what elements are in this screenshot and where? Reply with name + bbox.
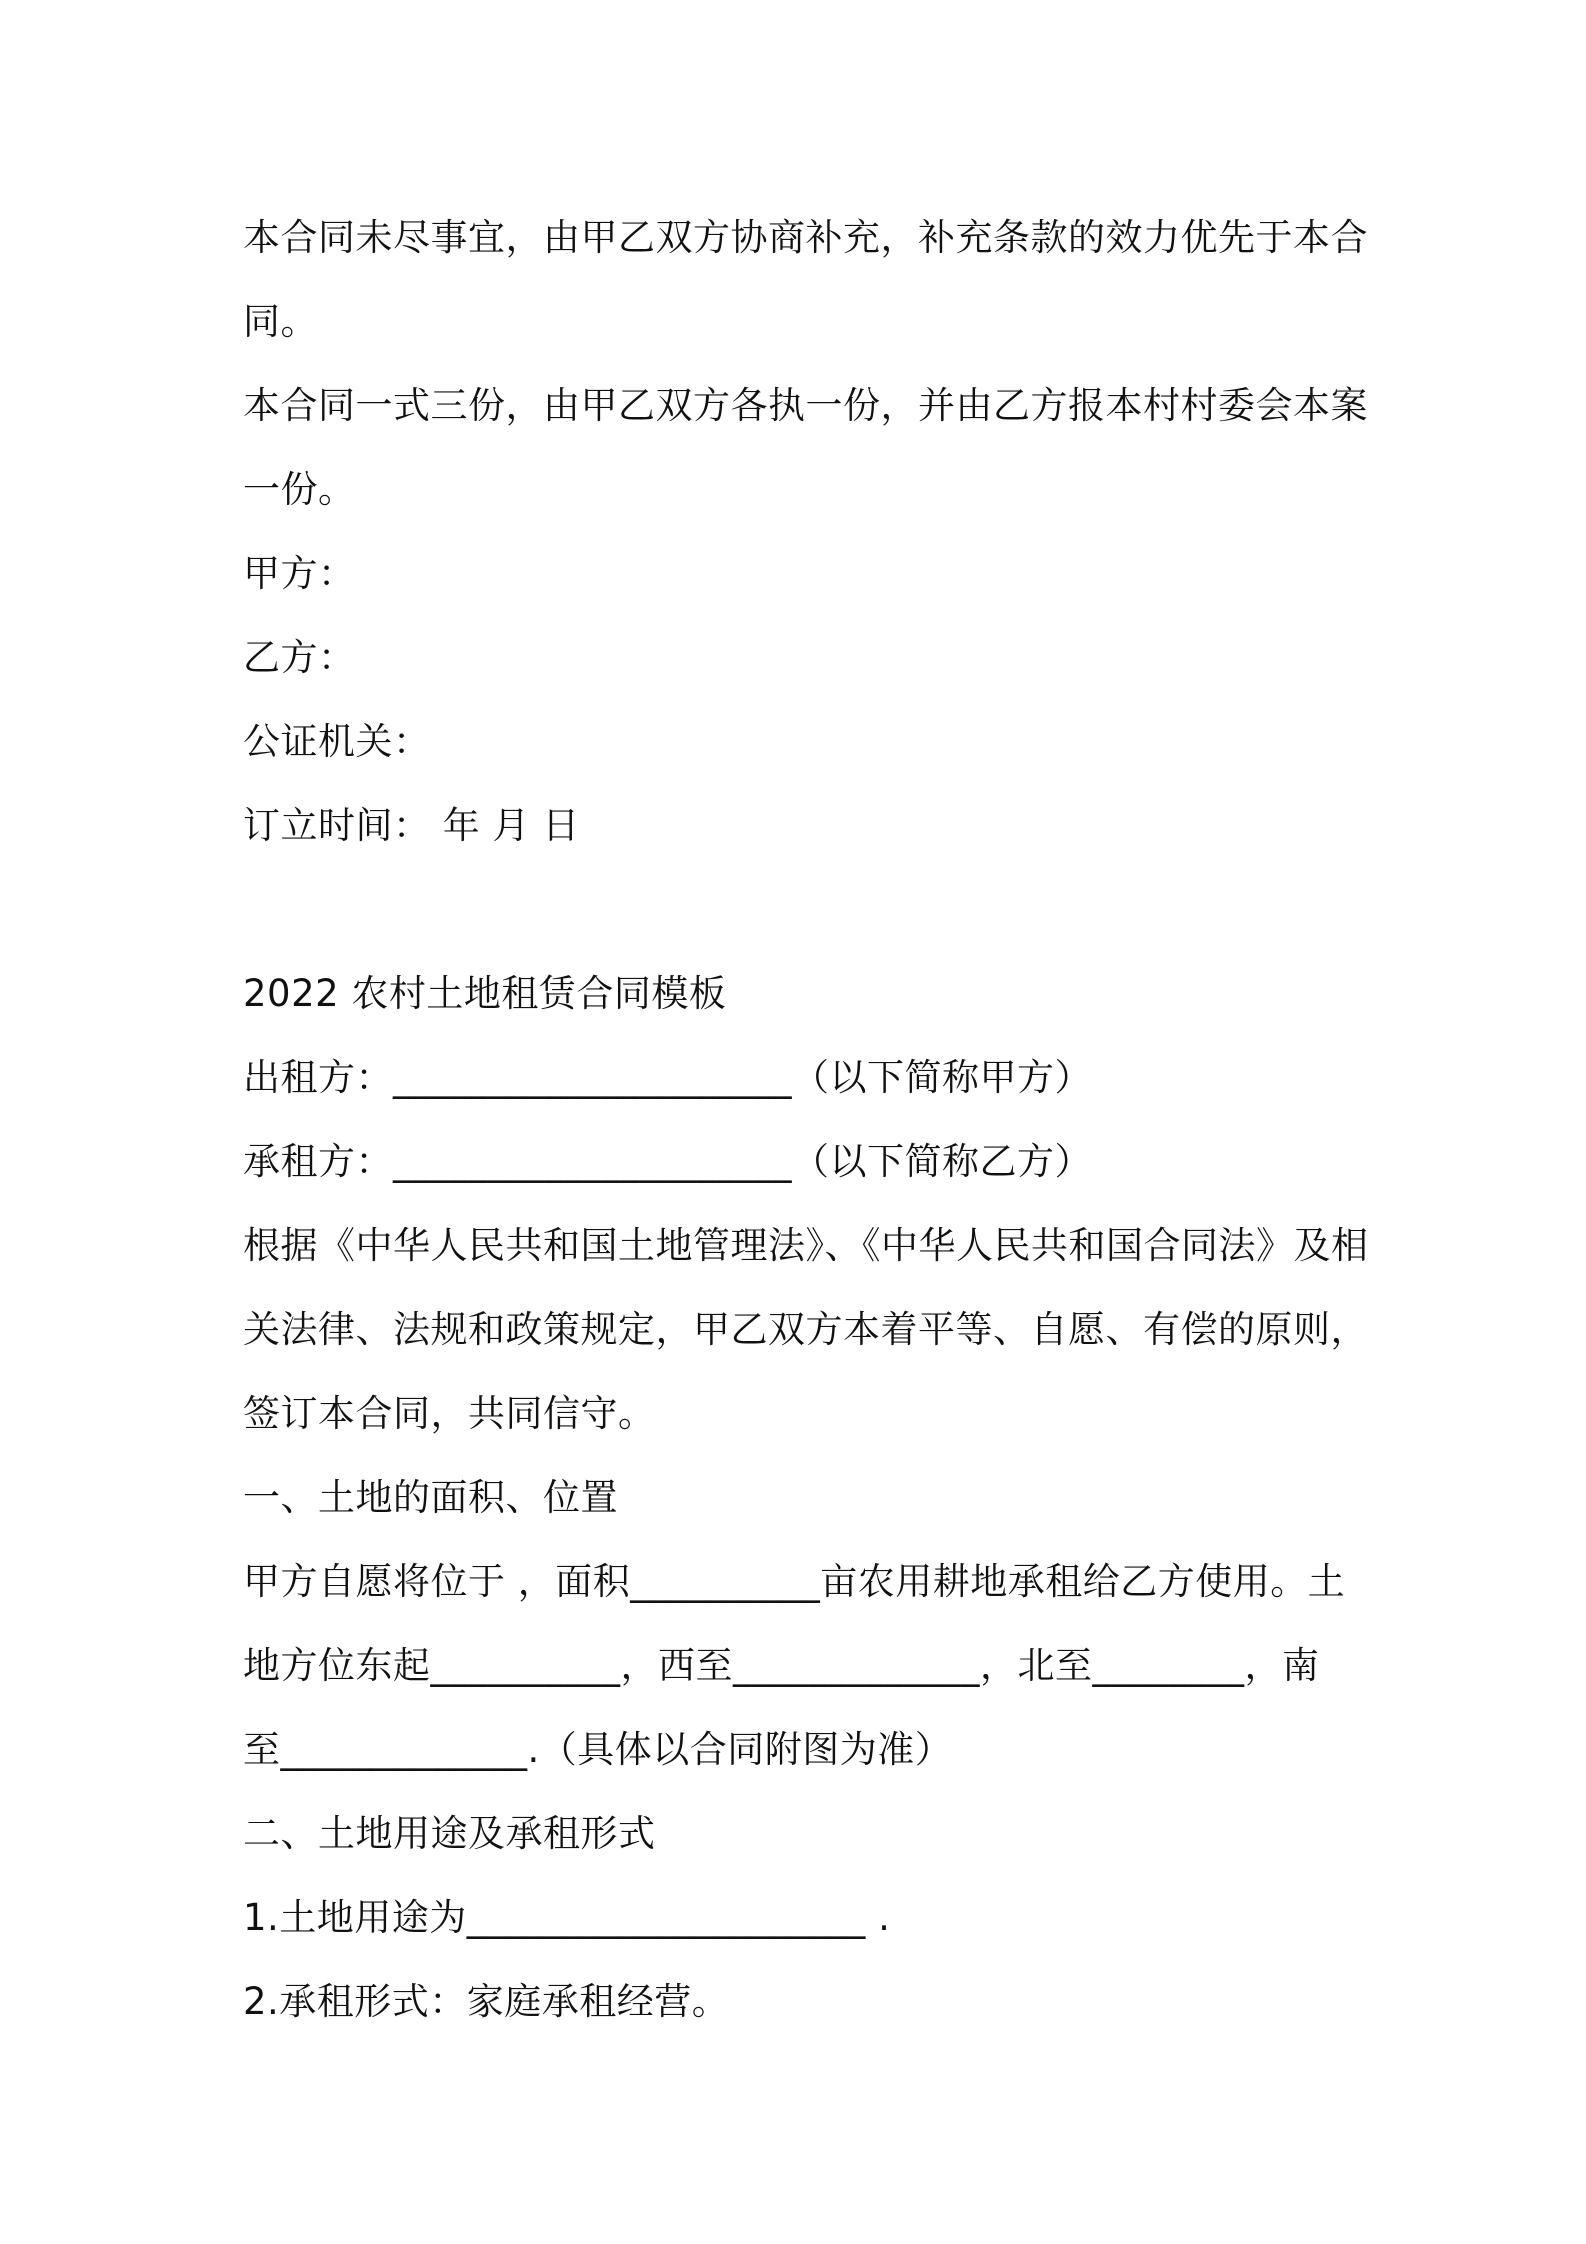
- section-2-heading: 二、土地用途及承租形式: [243, 1812, 656, 1855]
- sign-date: 订立时间： 年 月 日: [243, 804, 580, 847]
- supplement-clause-line-2: 同。: [243, 300, 318, 343]
- section-1-heading: 一、土地的面积、位置: [243, 1476, 618, 1519]
- document-title: 2022 农村土地租赁合同模板: [243, 972, 727, 1015]
- party-a-signature: 甲方：: [243, 552, 356, 595]
- section-2-item-2: 2.承租形式：家庭承租经营。: [243, 1980, 730, 2023]
- party-b-signature: 乙方：: [243, 636, 356, 679]
- section-1-line-1: 甲方自愿将位于 ，面积__________亩农用耕地承租给乙方使用。土: [243, 1560, 1346, 1603]
- copies-clause-line-2: 一份。: [243, 468, 356, 511]
- notary-signature: 公证机关：: [243, 720, 431, 763]
- section-1-line-2: 地方位东起__________，西至_____________，北至________，南: [243, 1644, 1320, 1687]
- legal-basis-line-3: 签订本合同，共同信守。: [243, 1392, 656, 1435]
- section-spacer: [243, 868, 1363, 952]
- legal-basis-line-2: 关法律、法规和政策规定，甲乙双方本着平等、自愿、有偿的原则，: [243, 1308, 1368, 1351]
- supplement-clause-line-1: 本合同未尽事宜，由甲乙双方协商补充，补充条款的效力优先于本合: [243, 216, 1368, 259]
- section-2-item-1: 1.土地用途为_____________________ .: [243, 1896, 891, 1939]
- section-1-line-3: 至_____________.（具体以合同附图为准）: [243, 1728, 953, 1771]
- lessee-line: 承租方：_____________________（以下简称乙方）: [243, 1140, 1092, 1183]
- lessor-line: 出租方：_____________________（以下简称甲方）: [243, 1056, 1092, 1099]
- document-body: [243, 196, 1369, 2044]
- copies-clause-line-1: 本合同一式三份，由甲乙双方各执一份，并由乙方报本村村委会本案: [243, 384, 1368, 427]
- legal-basis-line-1: 根据《中华人民共和国土地管理法》、《中华人民共和国合同法》及相: [243, 1224, 1369, 1267]
